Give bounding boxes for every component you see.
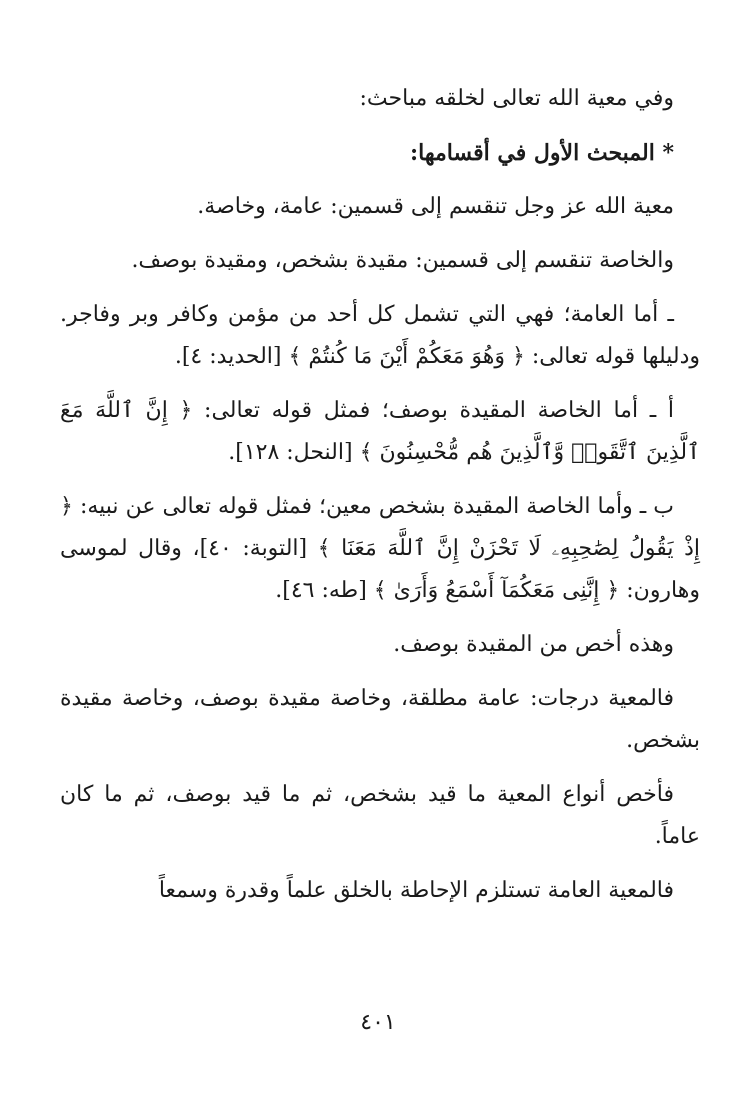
paragraph-divisions: معية الله عز وجل تنقسم إلى قسمين: عامة، وخاصة.	[197, 194, 674, 219]
paragraph-special-divisions: والخاصة تنقسم إلى قسمين: مقيدة بشخص، ومقيدة بوصف.	[131, 248, 674, 273]
paragraph-special-by-attribute: أ ـ أما الخاصة المقيدة بوصف؛ فمثل قوله تعالى: ﴿ إِنَّ ٱللَّهَ مَعَ ٱلَّذِينَ ٱتَّقَوا۟ وَّٱلَّذِينَ هُم مُّحْسِنُونَ ﴾ [النحل: ١٢٨].	[60, 398, 700, 465]
section-heading: * المبحث الأول في أقسامها:	[410, 140, 674, 166]
paragraph-special-by-person: ب ـ وأما الخاصة المقيدة بشخص معين؛ فمثل قوله تعالى عن نبيه: ﴿ إِذْ يَقُولُ لِصَٰحِبِهِۦ لَا تَحْزَنْ إِنَّ ٱللَّهَ مَعَنَا ﴾ [التوبة: ٤٠]، وقال لموسى وهارون: ﴿ إِنَّنِى مَعَكُمَآ أَسْمَعُ وَأَرَىٰ ﴾ [طه: ٤٦].	[60, 494, 701, 603]
paragraph-degrees: فالمعية درجات: عامة مطلقة، وخاصة مقيدة بوصف، وخاصة مقيدة بشخص.	[60, 686, 700, 753]
paragraph-general-implications: فالمعية العامة تستلزم الإحاطة بالخلق علماً وقدرة وسمعاً	[158, 878, 674, 903]
paragraph-most-specific: فأخص أنواع المعية ما قيد بشخص، ثم ما قيد بوصف، ثم ما كان عاماً.	[60, 782, 700, 849]
paragraph-more-specific: وهذه أخص من المقيدة بوصف.	[393, 632, 674, 657]
page-body	[60, 78, 700, 924]
page-number: ٤٠١	[360, 1010, 396, 1035]
paragraph-intro: وفي معية الله تعالى لخلقه مباحث:	[359, 86, 674, 111]
paragraph-general: ـ أما العامة؛ فهي التي تشمل كل أحد من مؤمن وكافر وبر وفاجر. ودليلها قوله تعالى: ﴿ وَهُوَ مَعَكُمْ أَيْنَ مَا كُنتُمْ ﴾ [الحديد: ٤].	[60, 302, 700, 369]
